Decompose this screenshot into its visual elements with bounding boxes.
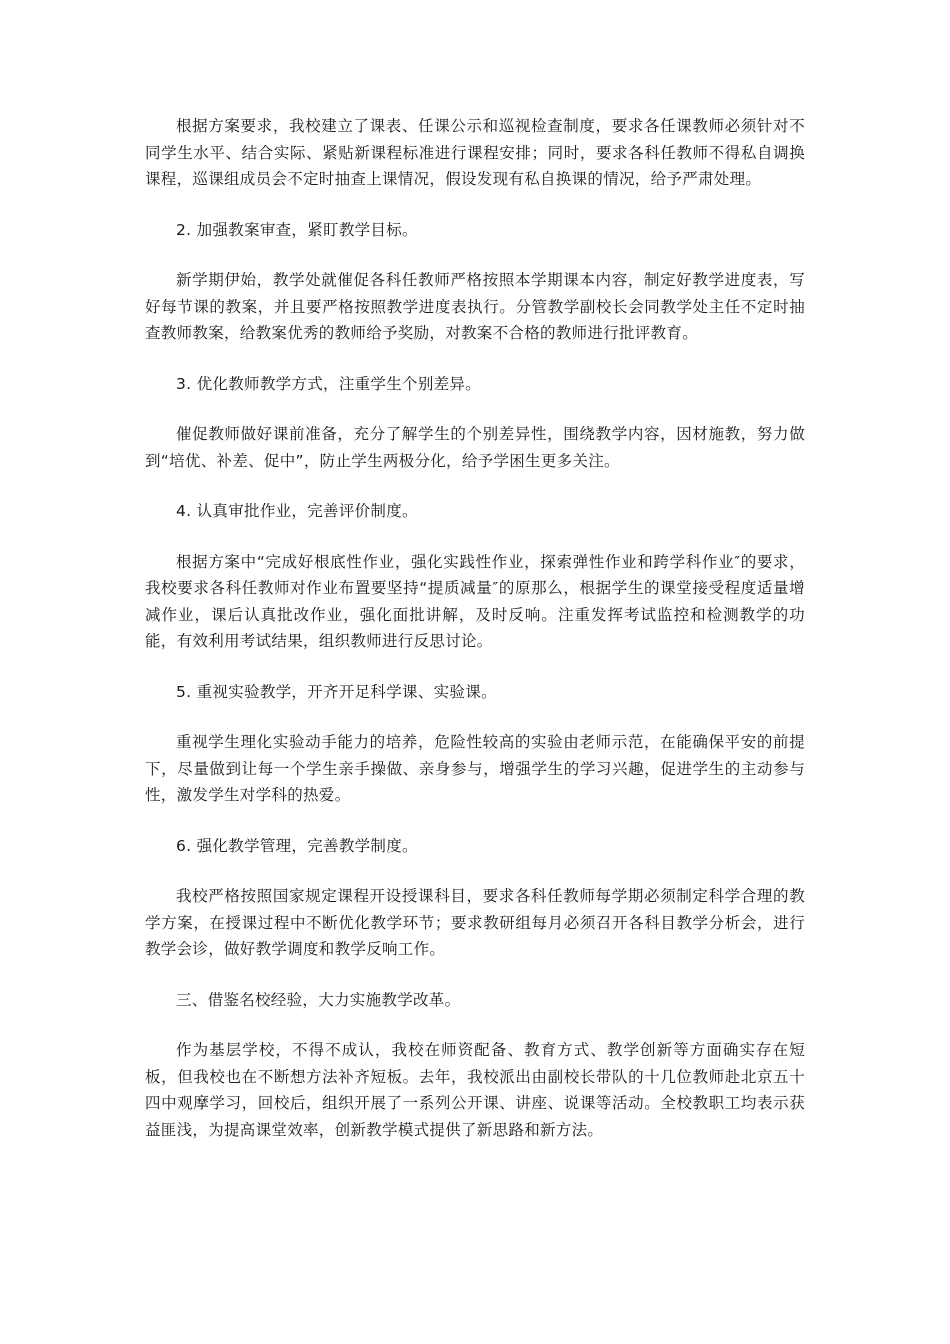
section-heading-experiments: 5. 重视实验教学，开齐开足科学课、实验课。 <box>176 682 497 701</box>
document-body <box>145 113 805 1167</box>
section-heading-lesson-plans: 2. 加强教案审查，紧盯教学目标。 <box>176 220 418 239</box>
section-heading-teaching-methods: 3. 优化教师教学方式，注重学生个别差异。 <box>176 374 482 393</box>
section-heading-reform: 三、借鉴名校经验，大力实施教学改革。 <box>176 990 461 1009</box>
section-heading-management: 6. 强化教学管理，完善教学制度。 <box>176 836 418 855</box>
paragraph-teaching-methods: 催促教师做好课前准备，充分了解学生的个别差异性，围绕教学内容，因材施教，努力做到“培优、补差、促中”，防止学生两极分化，给予学困生更多关注。 <box>145 425 805 470</box>
paragraph-lesson-plans: 新学期伊始，教学处就催促各科任教师严格按照本学期课本内容，制定好教学进度表，写好每节课的教案，并且要严格按照教学进度表执行。分管教学副校长会同教学处主任不定时抽查教师教案，给教案优秀的教师给予奖励，对教案不合格的教师进行批评教育。 <box>145 271 805 342</box>
paragraph-experiments: 重视学生理化实验动手能力的培养，危险性较高的实验由老师示范，在能确保平安的前提下，尽量做到让每一个学生亲手操做、亲身参与，增强学生的学习兴趣，促进学生的主动参与性，激发学生对学科的热爱。 <box>145 733 805 804</box>
paragraph-schedule-rules: 根据方案要求，我校建立了课表、任课公示和巡视检查制度，要求各任课教师必须针对不同学生水平、结合实际、紧贴新课程标准进行课程安排；同时，要求各科任教师不得私自调换课程，巡课组成员会不定时抽查上课情况，假设发现有私自换课的情况，给予严肃处理。 <box>145 117 805 188</box>
paragraph-reform: 作为基层学校，不得不成认，我校在师资配备、教育方式、教学创新等方面确实存在短板，但我校也在不断想方法补齐短板。去年，我校派出由副校长带队的十几位教师赴北京五十四中观摩学习，回校后，组织开展了一系列公开课、讲座、说课等活动。全校教职工均表示获益匪浅，为提高课堂效率，创新教学模式提供了新思路和新方法。 <box>145 1041 805 1139</box>
section-heading-homework: 4. 认真审批作业，完善评价制度。 <box>176 502 418 520</box>
paragraph-management: 我校严格按照国家规定课程开设授课科目，要求各科任教师每学期必须制定科学合理的教学方案，在授课过程中不断优化教学环节；要求教研组每月必须召开各科目教学分析会，进行教学会诊，做好教学调度和教学反响工作。 <box>145 887 805 958</box>
paragraph-homework: 根据方案中“完成好根底性作业，强化实践性作业，探索弹性作业和跨学科作业″的要求，我校要求各科任教师对作业布置要坚持“提质减量″的原那么，根据学生的课堂接受程度适量增减作业，课后认真批改作业，强化面批讲解，及时反响。注重发挥考试监控和检测教学的功能，有效利用考试结果，组织教师进行反思讨论。 <box>145 552 805 650</box>
